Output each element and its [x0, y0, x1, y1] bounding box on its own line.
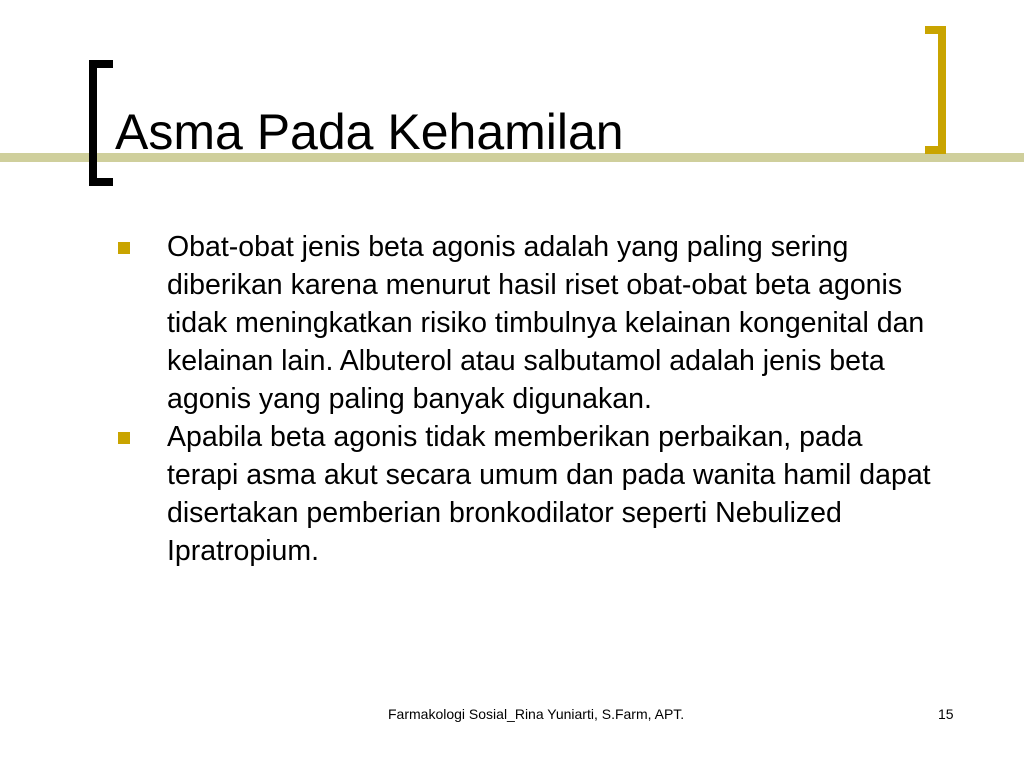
square-bullet-icon: [118, 242, 130, 254]
square-bullet-icon: [118, 432, 130, 444]
bullet-list: [118, 228, 938, 570]
right-bracket-bottom: [925, 146, 946, 154]
right-bracket-top: [925, 26, 946, 34]
right-bracket-vertical: [938, 26, 946, 154]
left-bracket-top: [89, 60, 113, 68]
bullet-text: Obat-obat jenis beta agonis adalah yang paling sering diberikan karena menurut hasil riset obat-obat beta agonis tidak meningkatkan risiko timbulnya kelainan kongenital dan kelainan lain. Albuterol atau salbutamol adalah jenis beta agonis yang paling banyak digunakan.: [167, 231, 925, 415]
slide-title: Asma Pada Kehamilan: [115, 104, 624, 160]
bullet-item: [118, 418, 938, 570]
left-bracket-bottom: [89, 178, 113, 186]
page-number: 15: [938, 706, 954, 722]
footer-text: Farmakologi Sosial_Rina Yuniarti, S.Farm, APT.: [388, 706, 685, 722]
bullet-text: Apabila beta agonis tidak memberikan perbaikan, pada terapi asma akut secara umum dan pada wanita hamil dapat disertakan pemberian bronkodilator seperti Nebulized Ipratropium.: [167, 421, 931, 567]
left-bracket-vertical: [89, 60, 97, 186]
bullet-item: [118, 228, 938, 418]
